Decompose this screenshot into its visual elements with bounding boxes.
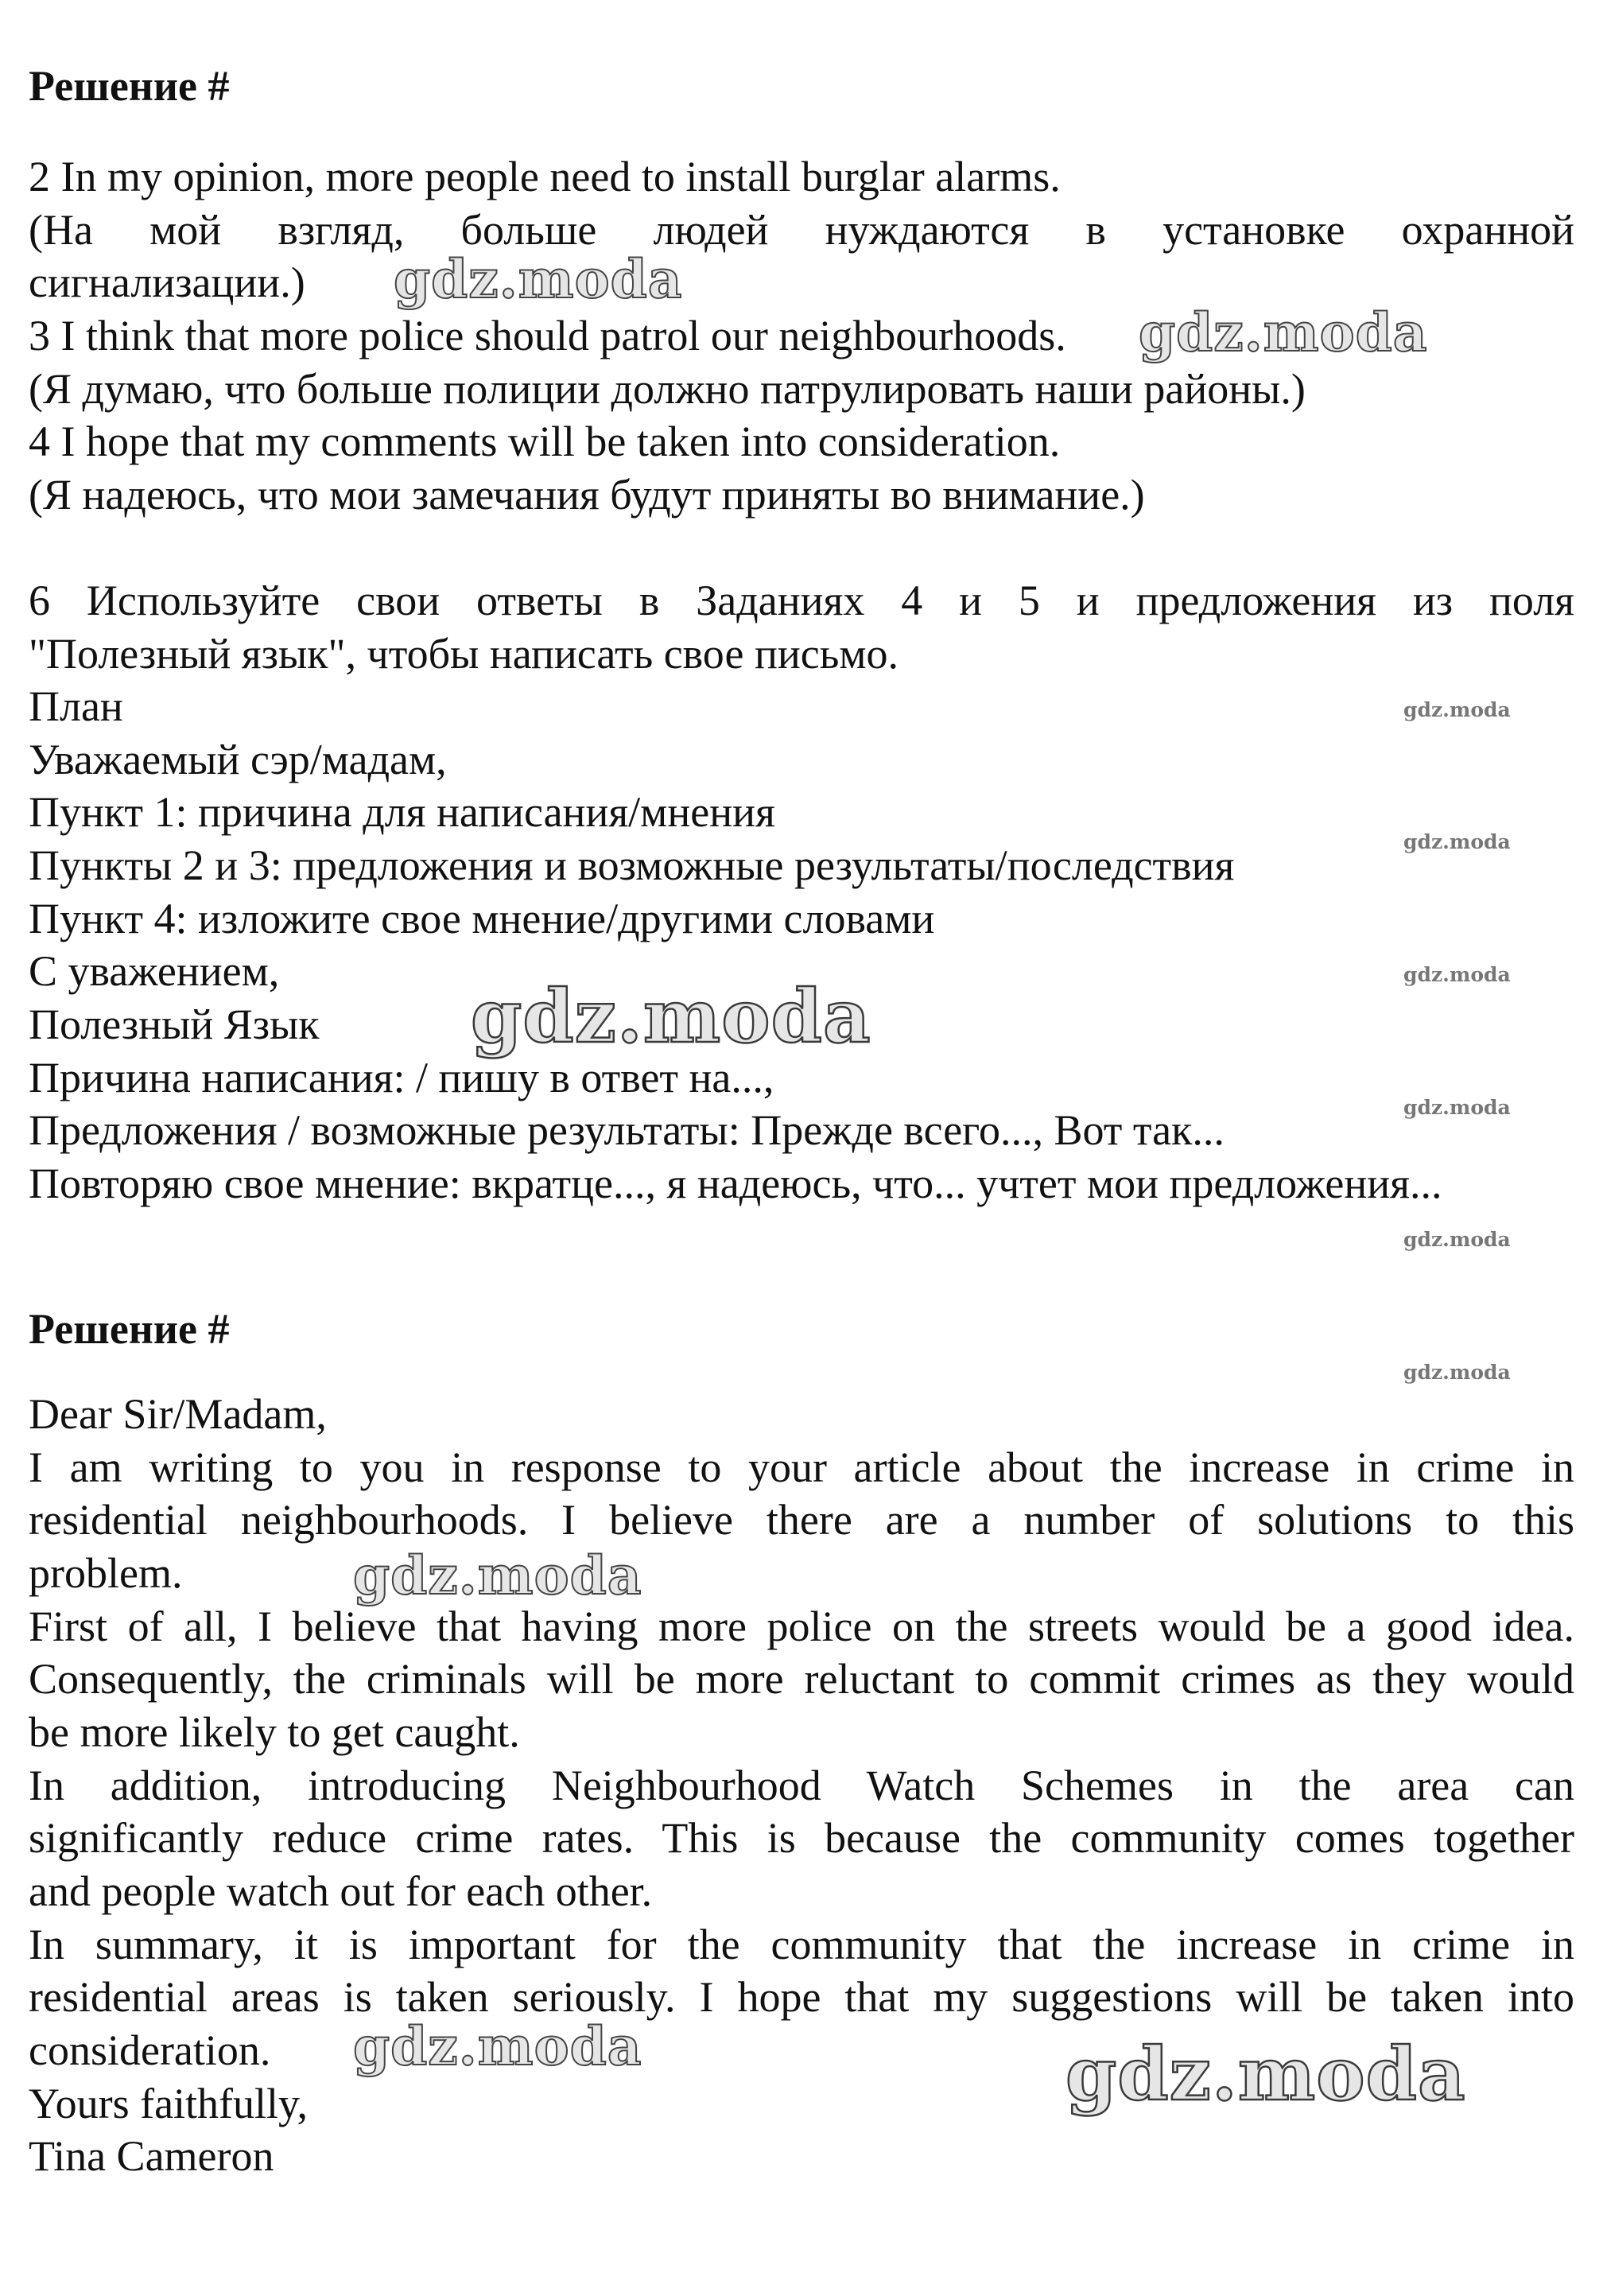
plan-greeting: Уважаемый сэр/мадам, — [29, 736, 447, 783]
watermark-logo: gdz.moda — [471, 973, 871, 1059]
letter-paragraph-1-line-3: problem. — [29, 1549, 183, 1597]
useful-language-reason: Причина написания: / пишу в ответ на..., — [29, 1054, 774, 1101]
watermark-logo: gdz.moda — [1403, 1361, 1511, 1384]
watermark-logo: gdz.moda — [1403, 963, 1511, 986]
watermark-logo: gdz.moda — [1403, 1096, 1511, 1119]
letter-paragraph-1-line-2: residential neighbourhoods. I believe there are a number of solutions to this — [29, 1496, 1574, 1544]
solution-heading-2: Решение # — [29, 1305, 230, 1353]
watermark-logo: gdz.moda — [1403, 830, 1511, 853]
answer-line-2: 2 In my opinion, more people need to install burglar alarms. — [29, 153, 1061, 200]
watermark-logo: gdz.moda — [353, 2015, 642, 2077]
plan-point-1: Пункт 1: причина для написания/мнения — [29, 788, 775, 836]
letter-paragraph-3-line-2: significantly reduce crime rates. This is because the community comes together — [29, 1814, 1574, 1862]
letter-signoff: Yours faithfully, — [29, 2080, 309, 2127]
letter-signature: Tina Cameron — [29, 2132, 274, 2180]
letter-paragraph-1-line-1: I am writing to you in response to your article about the increase in crime in — [29, 1443, 1574, 1491]
letter-paragraph-4-line-1: In summary, it is important for the community that the increase in crime in — [29, 1921, 1574, 1968]
watermark-logo: gdz.moda — [1139, 301, 1428, 363]
plan-closing: С уважением, — [29, 947, 280, 995]
letter-greeting: Dear Sir/Madam, — [29, 1390, 327, 1438]
useful-language-suggestions: Предложения / возможные результаты: Прежде всего..., Вот так... — [29, 1106, 1225, 1154]
task-6-line-b: "Полезный язык", чтобы написать свое письмо. — [29, 630, 899, 678]
watermark-logo: gdz.moda — [1403, 698, 1511, 721]
translation-line-2b: сигнализации.) — [29, 258, 305, 306]
translation-line-2a: (На мой взгляд, больше людей нуждаются в установке охранной — [29, 206, 1574, 254]
useful-language-restate: Повторяю свое мнение: вкратце..., я надеюсь, что... учтет мои предложения... — [29, 1160, 1442, 1207]
letter-paragraph-2-line-3: be more likely to get caught. — [29, 1708, 520, 1756]
watermark-logo: gdz.moda — [1403, 1228, 1511, 1251]
translation-line-3: (Я думаю, что больше полиции должно патрулировать наши районы.) — [29, 365, 1306, 413]
watermark-logo: gdz.moda — [353, 1544, 642, 1606]
solution-heading-1: Решение # — [29, 62, 230, 110]
letter-paragraph-2-line-2: Consequently, the criminals will be more reluctant to commit crimes as they would — [29, 1655, 1574, 1703]
letter-paragraph-3-line-1: In addition, introducing Neighbourhood Watch Schemes in the area can — [29, 1762, 1574, 1809]
letter-paragraph-4-line-3: consideration. — [29, 2026, 271, 2074]
watermark-logo: gdz.moda — [1065, 2031, 1466, 2117]
plan-title: План — [29, 682, 123, 730]
answer-line-4: 4 I hope that my comments will be taken into consideration. — [29, 418, 1061, 465]
answer-line-3: 3 I think that more police should patrol our neighbourhoods. — [29, 312, 1066, 359]
useful-language-title: Полезный Язык — [29, 1000, 320, 1048]
letter-paragraph-4-line-2: residential areas is taken seriously. I hope that my suggestions will be taken into — [29, 1973, 1574, 2021]
plan-points-2-3: Пункты 2 и 3: предложения и возможные результаты/последствия — [29, 841, 1235, 889]
letter-paragraph-2-line-1: First of all, I believe that having more police on the streets would be a good idea. — [29, 1603, 1574, 1650]
watermark-logo: gdz.moda — [394, 248, 683, 310]
task-6-line-a: 6 Используйте свои ответы в Заданиях 4 и 5 и предложения из поля — [29, 577, 1574, 624]
translation-line-4: (Я надеюсь, что мои замечания будут приняты во внимание.) — [29, 471, 1145, 519]
letter-paragraph-3-line-3: and people watch out for each other. — [29, 1867, 653, 1915]
plan-point-4: Пункт 4: изложите свое мнение/другими словами — [29, 895, 935, 942]
